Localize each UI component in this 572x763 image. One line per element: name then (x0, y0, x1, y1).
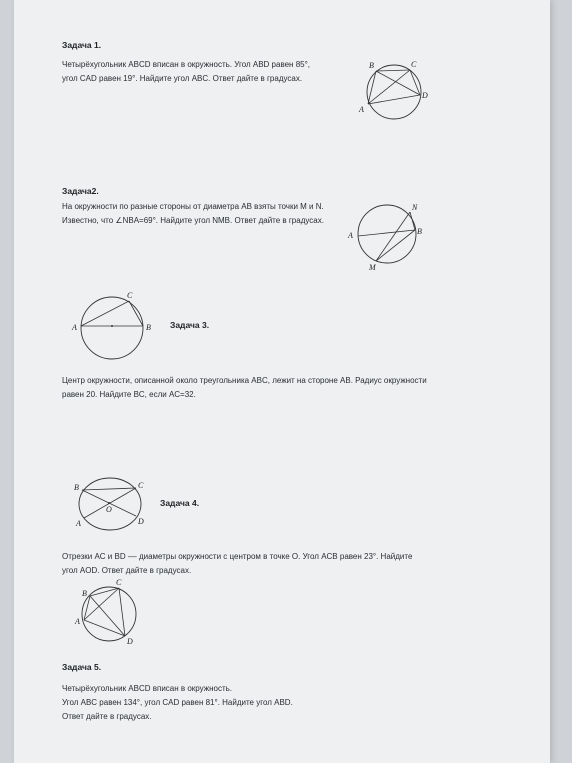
task-5-title: Задача 5. (62, 662, 102, 672)
figure-1 (358, 62, 438, 127)
fig3-label-a: A (72, 323, 77, 332)
task-4-title: Задача 4. (160, 498, 200, 508)
task-5-line-3: Ответ дайте в градусах. (62, 712, 152, 721)
task-2-title: Задача2. (62, 186, 99, 196)
fig4-label-c: C (138, 481, 144, 490)
task-3-line-2: равен 20. Найдите BC, если AC=32. (62, 390, 196, 399)
task-1-line-2: угол CAD равен 19°. Найдите угол ABC. Ответ дайте в градусах. (62, 74, 303, 83)
fig1-label-c: C (411, 60, 417, 69)
task-1-title: Задача 1. (62, 40, 102, 50)
task-4-line-2: угол AOD. Ответ дайте в градусах. (62, 566, 192, 575)
fig5-label-c: C (116, 578, 122, 587)
fig2-label-b: B (417, 227, 422, 236)
task-4-line-1: Отрезки AC и BD –– диаметры окружности с центром в точке O. Угол ACB равен 23°. Найдите (62, 552, 413, 561)
task-3-title: Задача 3. (170, 320, 210, 330)
fig2-label-m: M (369, 263, 376, 272)
fig3-label-c: C (127, 291, 133, 300)
fig4-label-o: O (106, 505, 112, 514)
document-page (14, 0, 550, 763)
task-5-line-1: Четырёхугольник ABCD вписан в окружность. (62, 684, 233, 693)
task-3-line-1: Центр окружности, описанной около треугольника ABC, лежит на стороне AB. Радиус окружности (62, 376, 427, 385)
fig1-label-a: A (359, 105, 364, 114)
fig2-label-a: A (348, 231, 353, 240)
figure-3 (74, 292, 158, 369)
figure-2 (348, 203, 432, 279)
fig5-label-d: D (127, 637, 133, 646)
fig5-label-b: B (82, 589, 87, 598)
fig4-label-b: B (74, 483, 79, 492)
fig5-label-a: A (75, 617, 80, 626)
fig1-label-d: D (422, 91, 428, 100)
fig3-label-b: B (146, 323, 151, 332)
task-2-line-2: Известно, что ∠NBA=69°. Найдите угол NMB. Ответ дайте в градусах. (62, 216, 324, 225)
task-5-line-2: Угол ABC равен 134°, угол CAD равен 81°. Найдите угол ABD. (62, 698, 293, 707)
task-2-line-1: На окружности по разные стороны от диаметра AB взяты точки M и N. (62, 202, 324, 211)
figure-4 (70, 476, 150, 541)
task-1-line-1: Четырёхугольник ABCD вписан в окружность. Угол ABD равен 85°, (62, 60, 311, 69)
fig4-label-a: A (76, 519, 81, 528)
fig4-label-d: D (138, 517, 144, 526)
fig1-label-b: B (369, 61, 374, 70)
fig2-label-n: N (412, 203, 418, 212)
figure-5 (76, 580, 146, 651)
